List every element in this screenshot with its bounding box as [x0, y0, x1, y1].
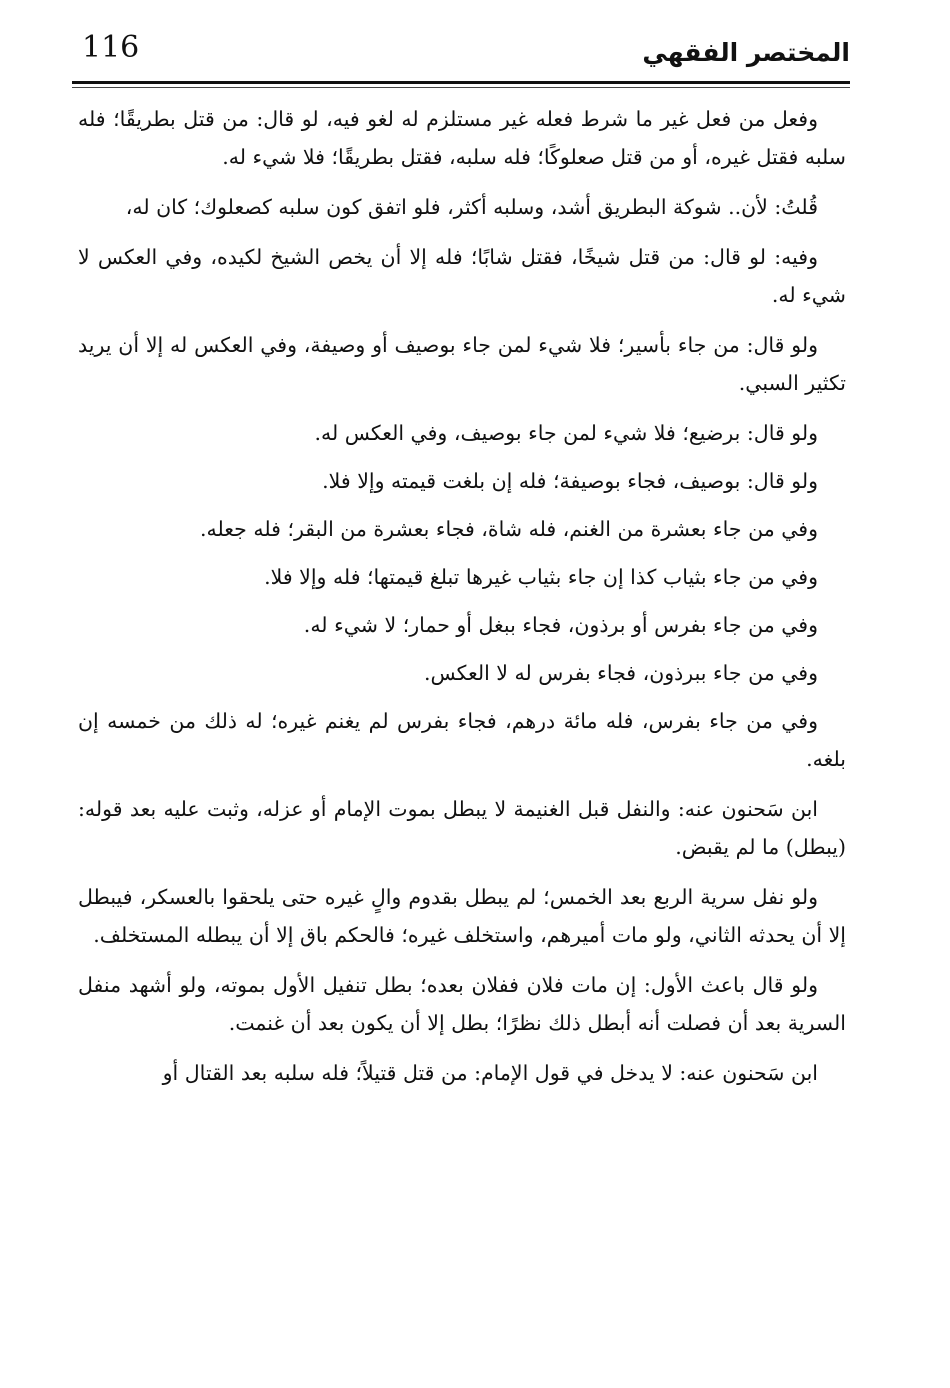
paragraph: ولو نفل سرية الربع بعد الخمس؛ لم يبطل بقدوم والٍ غيره حتى يلحقوا بالعسكر، فيبطل إلا أن يحدثه الثاني، ولو مات أميرهم، واستخلف غيره؛ فالحكم باق إلا أن يبطله المستخلف. — [78, 885, 846, 947]
header-rule-thin — [72, 87, 850, 88]
paragraph: وفي من جاء بفرس أو برذون، فجاء ببغل أو حمار؛ لا شيء له. — [303, 613, 818, 637]
paragraph: وفي من جاء بعشرة من الغنم، فله شاة، فجاء بعشرة من البقر؛ فله جعله. — [200, 517, 818, 541]
paragraph: ولو قال: برضيع؛ فلا شيء لمن جاء بوصيف، وفي العكس له. — [314, 421, 818, 445]
paragraph: وفعل من فعل غير ما شرط فعله غير مستلزم له لغو فيه، لو قال: من قتل بطريقًا؛ فله سلبه فقتل غيره، أو من قتل صعلوكًا؛ فله سلبه، فقتل بطريقًا؛ فلا شيء له. — [78, 107, 846, 169]
paragraph: قُلتُ: لأن.. شوكة البطريق أشد، وسلبه أكثر، فلو اتفق كون سلبه كصعلوك؛ كان له، — [125, 195, 818, 219]
page-header — [72, 28, 850, 80]
header-rule-thick — [72, 81, 850, 84]
paragraph: ابن سَحنون عنه: والنفل قبل الغنيمة لا يبطل بموت الإمام أو عزله، وثبت عليه بعد قوله: (يبطل) ما لم يقبض. — [78, 797, 846, 859]
running-title: المختصر الفقهي — [642, 38, 850, 67]
paragraph: وفي من جاء بثياب كذا إن جاء بثياب غيرها تبلغ قيمتها؛ فله وإلا فلا. — [264, 565, 818, 589]
page-number: 116 — [82, 30, 140, 65]
paragraph: وفي من جاء بفرس، فله مائة درهم، فجاء بفرس لم يغنم غيره؛ له ذلك من خمسه إن بلغه. — [78, 709, 846, 771]
paragraph: ولو قال: بوصيف، فجاء بوصيفة؛ فله إن بلغت قيمته وإلا فلا. — [322, 469, 818, 493]
page-body — [78, 100, 846, 1104]
paragraph: ولو قال باعث الأول: إن مات فلان ففلان بعده؛ بطل تنفيل الأول بموته، ولو أشهد منفل السرية بعد أن فصلت أنه أبطل ذلك نظرًا؛ بطل إلا أن يكون بعد أن غنمت. — [78, 973, 846, 1035]
paragraph: ابن سَحنون عنه: لا يدخل في قول الإمام: من قتل قتيلاً؛ فله سلبه بعد القتال أو — [162, 1061, 818, 1085]
paragraph: ولو قال: من جاء بأسير؛ فلا شيء لمن جاء بوصيف أو وصيفة، وفي العكس له إلا أن يريد تكثير السبي. — [78, 333, 846, 395]
paragraph: وفيه: لو قال: من قتل شيخًا، فقتل شابًا؛ فله إلا أن يخص الشيخ لكيده، وفي العكس لا شيء له. — [78, 245, 846, 307]
paragraph: وفي من جاء ببرذون، فجاء بفرس له لا العكس. — [423, 661, 818, 685]
